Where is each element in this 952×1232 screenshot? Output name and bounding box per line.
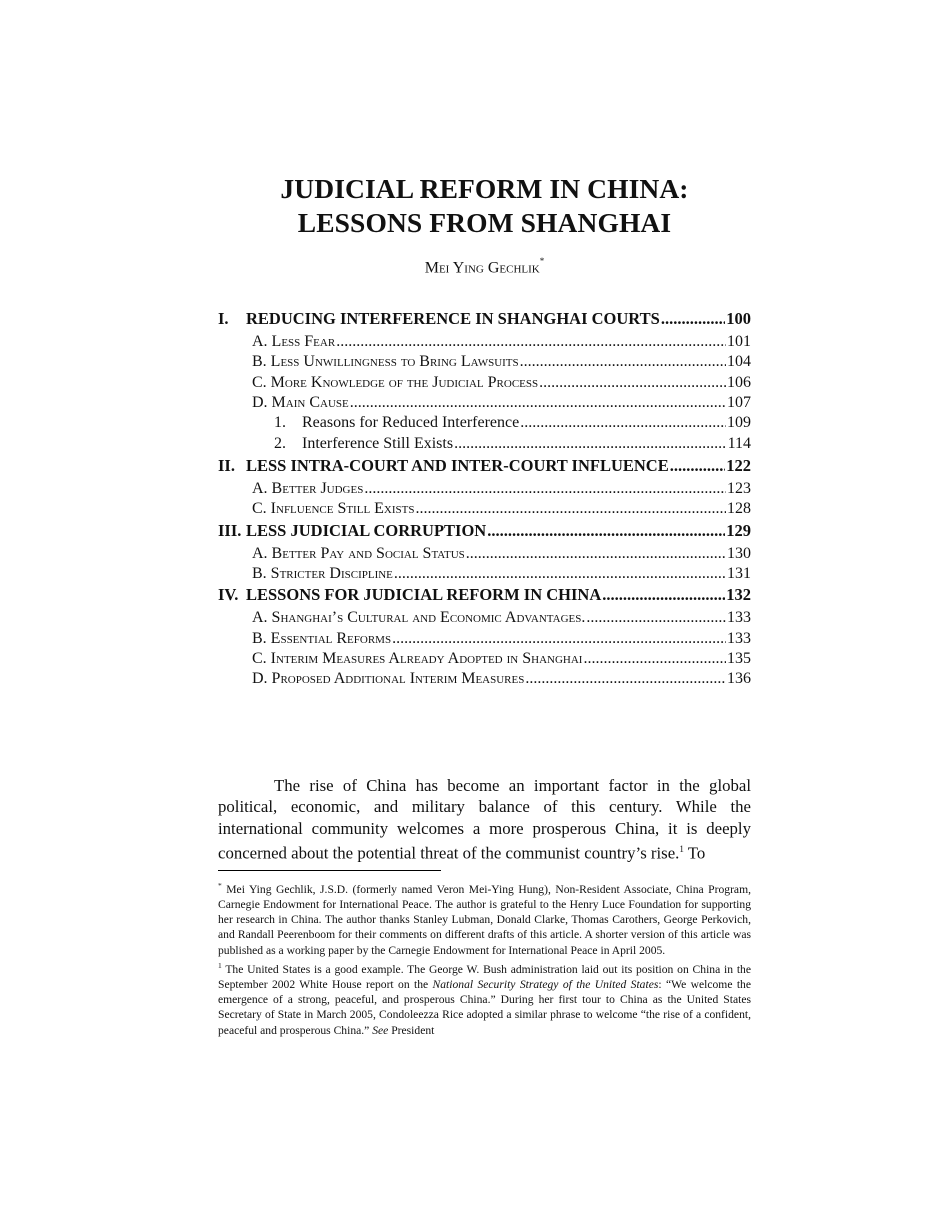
footnote-1-text-a: The United States is a good example. The George W. Bush administration laid out its position on China in the September 2002 White House report on the [218, 962, 751, 991]
toc-leader-dots [416, 500, 727, 518]
author-byline [218, 258, 751, 277]
toc-section-title: LESS JUDICIAL CORRUPTION [246, 520, 487, 540]
toc-leader-dots [602, 585, 725, 605]
toc-item[interactable] [218, 353, 751, 373]
toc-item-label: A. Better Judges [252, 480, 364, 498]
footnote-1-see-signal: See [372, 1023, 389, 1037]
toc-section-4[interactable] [218, 585, 751, 609]
toc-page-number: 107 [727, 393, 751, 411]
footnote-1-text-c: President [388, 1023, 435, 1037]
body-paragraph-tail: To [683, 843, 706, 863]
toc-subitem-number: 1. [274, 414, 286, 432]
toc-item[interactable] [218, 480, 751, 500]
table-of-contents [218, 309, 751, 691]
toc-page-number: 128 [727, 500, 751, 518]
toc-section-1[interactable] [218, 309, 751, 333]
toc-page-number: 129 [726, 520, 751, 540]
footnote-star-mark: * [218, 881, 222, 890]
body-paragraph [218, 775, 751, 864]
toc-item[interactable] [218, 374, 751, 394]
toc-page-number: 133 [727, 609, 751, 627]
toc-leader-dots [661, 309, 725, 329]
toc-subitem-title: Interference Still Exists [302, 435, 454, 453]
toc-page-number: 109 [727, 414, 751, 432]
footnotes [218, 878, 751, 1038]
toc-section-label [218, 309, 660, 329]
toc-section-label [218, 521, 486, 541]
toc-page-number: 131 [727, 565, 751, 583]
toc-section-title: REDUCING INTERFERENCE IN SHANGHAI COURTS [246, 309, 660, 328]
footnote-star-text: Mei Ying Gechlik, J.S.D. (formerly named Veron Mei-Ying Hung), Non-Resident Associate, China Program, Carnegie Endowment for International Peace. The author is grateful to the Henry Luce Foundation for supporting her research in China. The author thanks Stanley Lubman, Donald Clarke, Thomas Carothers, George Perkovich, and Randall Peerenboom for their comments on different drafts of this article. A shorter version of this article was published as a working paper by the Carnegie Endowment for International Peace in April 2005. [218, 882, 751, 957]
toc-page-number: 132 [726, 585, 751, 605]
toc-leader-dots [539, 374, 726, 392]
footnote-1 [218, 958, 751, 1038]
toc-item-label: A. Less Fear [252, 333, 336, 350]
toc-item[interactable] [218, 500, 751, 520]
toc-section-3[interactable] [218, 521, 751, 545]
toc-item-label: A. Better Pay and Social Status [252, 544, 465, 562]
toc-subitem-label [274, 435, 453, 453]
toc-page-number: 136 [727, 670, 751, 688]
toc-leader-dots [520, 414, 726, 432]
toc-leader-dots [466, 545, 726, 563]
toc-item-label: B. Essential Reforms [252, 629, 392, 647]
title-line-2: LESSONS FROM SHANGHAI [297, 207, 672, 238]
toc-subitem-title: Reasons for Reduced Interference [302, 414, 520, 432]
toc-item[interactable] [218, 650, 751, 670]
toc-page-number: 100 [726, 309, 751, 328]
toc-item-label: D. Main Cause [252, 393, 349, 411]
toc-leader-dots [586, 609, 726, 627]
toc-section-label [218, 456, 669, 476]
footnote-1-mark: 1 [218, 960, 222, 970]
author-footnote-mark[interactable]: * [539, 256, 545, 266]
toc-item[interactable] [218, 394, 751, 414]
toc-page-number: 135 [727, 649, 751, 667]
toc-item-label: C. More Knowledge of the Judicial Process [252, 373, 539, 391]
toc-section-number: IV. [218, 585, 239, 605]
toc-leader-dots [392, 630, 726, 648]
toc-leader-dots [336, 333, 726, 351]
toc-item-label: A. Shanghai’s Cultural and Economic Advantages. [252, 609, 586, 627]
toc-page-number: 101 [727, 333, 751, 350]
toc-section-2[interactable] [218, 456, 751, 480]
toc-subitem[interactable] [218, 435, 751, 456]
footnote-star [218, 878, 751, 958]
toc-section-number: I. [218, 309, 229, 328]
toc-leader-dots [525, 670, 726, 688]
toc-leader-dots [364, 480, 726, 498]
toc-page-number: 104 [727, 353, 751, 371]
toc-subitem-label [274, 414, 519, 432]
toc-page-number: 114 [727, 435, 751, 453]
toc-page-number: 133 [727, 629, 751, 647]
toc-item-label: C. Interim Measures Already Adopted in Shanghai [252, 649, 583, 667]
toc-leader-dots [454, 435, 727, 453]
toc-page-number: 130 [727, 544, 751, 562]
body-paragraph-text: The rise of China has become an important factor in the global political, economic, and military balance of this century. While the international community welcomes a more prosperous China, it is deeply concerned about the potential threat of the communist country’s rise. [218, 776, 751, 863]
toc-section-number: III. [218, 520, 242, 540]
toc-item[interactable] [218, 565, 751, 585]
toc-leader-dots [394, 565, 726, 583]
article-title [218, 172, 751, 240]
toc-subitem-number: 2. [274, 435, 286, 453]
footnote-1-italic-title: National Security Strategy of the United States [432, 977, 659, 991]
toc-item[interactable] [218, 545, 751, 565]
title-line-1: JUDICIAL REFORM IN CHINA: [280, 173, 689, 204]
toc-item-label: C. Influence Still Exists [252, 500, 415, 518]
footnote-ref-1[interactable]: 1 [679, 843, 684, 854]
footnote-separator [218, 870, 441, 871]
toc-leader-dots [670, 456, 726, 476]
toc-item[interactable] [218, 630, 751, 650]
toc-leader-dots [487, 521, 725, 541]
toc-item[interactable] [218, 333, 751, 353]
toc-section-label [218, 585, 601, 605]
toc-leader-dots [350, 394, 726, 412]
toc-item-label: B. Stricter Discipline [252, 565, 393, 583]
toc-section-number: II. [218, 456, 235, 476]
toc-page-number: 122 [726, 456, 751, 476]
toc-item-label: B. Less Unwillingness to Bring Lawsuits [252, 353, 519, 371]
toc-item[interactable] [218, 670, 751, 690]
toc-item-label: D. Proposed Additional Interim Measures [252, 670, 525, 688]
toc-leader-dots [583, 650, 726, 668]
toc-section-title: LESS INTRA-COURT AND INTER-COURT INFLUENCE [246, 456, 669, 476]
toc-page-number: 123 [727, 480, 751, 498]
author-name: Mei Ying Gechlik [424, 259, 540, 277]
toc-subitem[interactable] [218, 414, 751, 435]
toc-page-number: 106 [727, 373, 751, 391]
body-text [218, 775, 751, 864]
toc-leader-dots [520, 353, 726, 371]
toc-item[interactable] [218, 609, 751, 629]
footnote-1-text-b: : “We welcome the emergence of a strong, peaceful, and prosperous China.” During her first tour to China as the United States Secretary of State in March 2005, Condoleezza Rice adopted a similar phrase to welcome “the rise of a confident, peaceful and prosperous China.” [218, 977, 751, 1037]
toc-section-title: LESSONS FOR JUDICIAL REFORM IN CHINA [246, 585, 602, 605]
